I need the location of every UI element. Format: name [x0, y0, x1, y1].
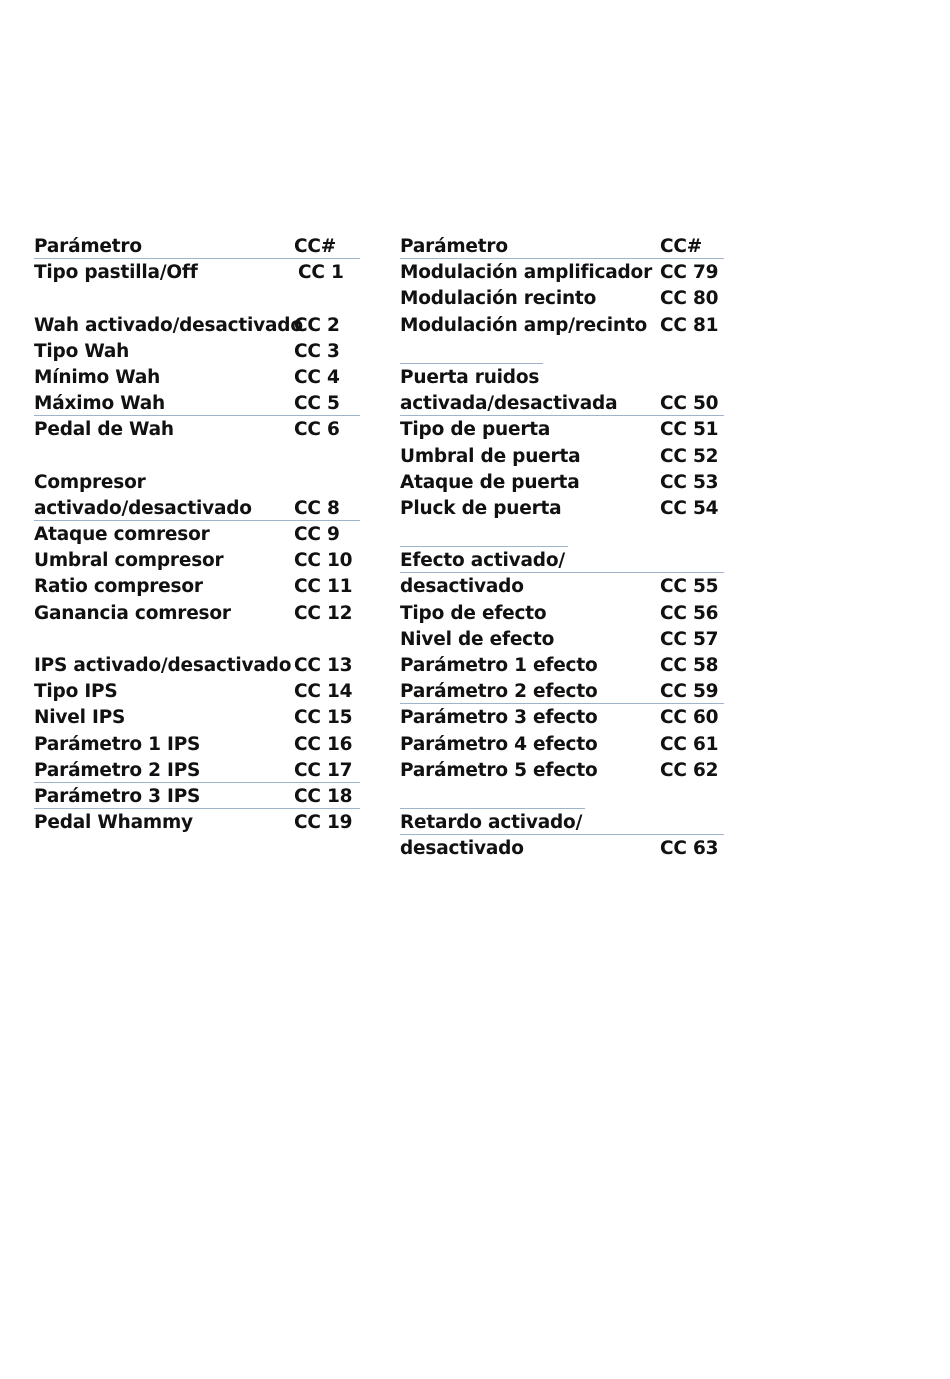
- table-row: [400, 653, 730, 679]
- parameter-name: Umbral compresor: [34, 550, 224, 572]
- parameter-name: Parámetro 4 efecto: [400, 733, 598, 755]
- cc-number: CC 15: [294, 707, 353, 729]
- cc-number: CC 2: [294, 314, 340, 336]
- table-row: [34, 313, 364, 339]
- parameter-name: IPS activado/desactivado: [34, 655, 292, 676]
- cc-number: CC 63: [660, 838, 719, 860]
- cc-number: CC 59: [660, 681, 719, 703]
- table-row: [400, 548, 730, 574]
- cc-number: CC 14: [294, 681, 353, 703]
- cc-number: CC 79: [660, 262, 719, 284]
- cc-number: CC 62: [660, 759, 719, 781]
- parameter-name: Pluck de puerta: [400, 497, 562, 519]
- parameter-name: desactivado: [400, 576, 524, 598]
- table-row: [34, 365, 364, 391]
- parameter-name: Tipo de efecto: [400, 602, 547, 624]
- table-row: [34, 470, 364, 496]
- parameter-name: Puerta ruidos: [400, 366, 540, 388]
- parameter-name: Pedal de Wah: [34, 419, 174, 441]
- table-row: [400, 836, 730, 862]
- table-row: [34, 574, 364, 600]
- cc-number: CC 58: [660, 655, 719, 676]
- table-row: [34, 601, 364, 627]
- parameter-name: Ganancia comresor: [34, 602, 231, 624]
- table-row: [34, 260, 364, 286]
- table-row: [34, 758, 364, 784]
- parameter-name: activada/desactivada: [400, 393, 618, 415]
- table-row: [400, 470, 730, 496]
- parameter-name: Compresor: [34, 471, 146, 493]
- cc-number: CC 56: [660, 602, 719, 624]
- spacer-row: [400, 784, 730, 810]
- parameter-name: Parámetro 1 IPS: [34, 733, 201, 755]
- header-parameter: Parámetro: [400, 236, 508, 257]
- table-row: [400, 444, 730, 470]
- table-header: [400, 234, 730, 260]
- parameter-name: Nivel de efecto: [400, 628, 555, 650]
- cc-number: CC 80: [660, 288, 719, 310]
- table-row: [400, 574, 730, 600]
- parameter-name: Ratio compresor: [34, 576, 203, 598]
- table-row: [400, 260, 730, 286]
- header-cc: CC#: [294, 236, 337, 257]
- table-row: [400, 391, 730, 417]
- parameter-name: Máximo Wah: [34, 393, 165, 415]
- parameter-name: Efecto activado/: [400, 550, 565, 572]
- cc-number: CC 8: [294, 497, 340, 519]
- cc-number: CC 57: [660, 628, 719, 650]
- table-row: [400, 313, 730, 339]
- parameter-name: Tipo de puerta: [400, 419, 551, 441]
- spacer-row: [400, 339, 730, 365]
- table-row: [400, 758, 730, 784]
- spacer-row: [34, 627, 364, 653]
- table-row: [34, 496, 364, 522]
- cc-number: CC 3: [294, 340, 340, 362]
- table-row: [400, 417, 730, 443]
- parameter-name: Umbral de puerta: [400, 445, 581, 467]
- spacer-row: [34, 444, 364, 470]
- cc-number: CC 50: [660, 393, 719, 415]
- cc-number: CC 54: [660, 497, 719, 519]
- parameter-name: Parámetro 1 efecto: [400, 655, 598, 676]
- cc-number: CC 52: [660, 445, 719, 467]
- parameter-name: Mínimo Wah: [34, 366, 161, 388]
- cc-number: CC 60: [660, 707, 719, 729]
- cc-number: CC 12: [294, 602, 353, 624]
- parameter-name: Modulación amplificador: [400, 262, 652, 284]
- table-header: [34, 234, 364, 260]
- table-row: [400, 810, 730, 836]
- table-row: [34, 705, 364, 731]
- spacer-row: [34, 286, 364, 312]
- cc-number: CC 19: [294, 812, 353, 834]
- table-row: [34, 653, 364, 679]
- parameter-name: Modulación amp/recinto: [400, 314, 648, 336]
- parameter-name: Retardo activado/: [400, 812, 583, 834]
- table-row: [400, 496, 730, 522]
- table-row: [34, 391, 364, 417]
- cc-number: CC 18: [294, 785, 353, 807]
- table-row: [400, 286, 730, 312]
- parameter-name: Tipo pastilla/Off: [34, 262, 198, 284]
- header-parameter: Parámetro: [34, 236, 142, 257]
- table-row: [400, 365, 730, 391]
- cc-number: CC 55: [660, 576, 719, 598]
- table-row: [34, 522, 364, 548]
- cc-number: CC 1: [298, 262, 344, 284]
- cc-number: CC 4: [294, 366, 340, 388]
- parameter-name: Ataque de puerta: [400, 471, 580, 493]
- table-row: [34, 810, 364, 836]
- table-row: [34, 679, 364, 705]
- parameter-name: Ataque comresor: [34, 524, 210, 546]
- right-cc-table: [400, 234, 730, 863]
- spacer-row: [400, 522, 730, 548]
- parameter-name: Parámetro 3 efecto: [400, 707, 598, 729]
- cc-number: CC 53: [660, 471, 719, 493]
- table-row: [400, 679, 730, 705]
- parameter-name: Parámetro 2 efecto: [400, 681, 598, 703]
- cc-number: CC 5: [294, 393, 340, 415]
- parameter-name: Tipo Wah: [34, 340, 130, 362]
- cc-number: CC 81: [660, 314, 719, 336]
- table-row: [400, 601, 730, 627]
- table-row: [34, 548, 364, 574]
- table-row: [34, 732, 364, 758]
- table-row: [34, 417, 364, 443]
- left-cc-table: [34, 234, 364, 836]
- cc-number: CC 11: [294, 576, 353, 598]
- parameter-name: Wah activado/desactivado: [34, 314, 303, 336]
- parameter-name: Pedal Whammy: [34, 812, 193, 834]
- cc-number: CC 9: [294, 524, 340, 546]
- table-row: [400, 705, 730, 731]
- parameter-name: Tipo IPS: [34, 681, 118, 703]
- cc-number: CC 10: [294, 550, 353, 572]
- cc-number: CC 51: [660, 419, 719, 441]
- parameter-name: Nivel IPS: [34, 707, 126, 729]
- table-row: [400, 732, 730, 758]
- parameter-name: activado/desactivado: [34, 497, 252, 519]
- cc-number: CC 13: [294, 655, 353, 676]
- table-row: [34, 784, 364, 810]
- table-row: [34, 339, 364, 365]
- parameter-name: Parámetro 3 IPS: [34, 785, 201, 807]
- cc-number: CC 61: [660, 733, 719, 755]
- parameter-name: Parámetro 5 efecto: [400, 759, 598, 781]
- parameter-name: desactivado: [400, 838, 524, 860]
- parameter-name: Parámetro 2 IPS: [34, 759, 201, 781]
- header-cc: CC#: [660, 236, 703, 257]
- parameter-name: Modulación recinto: [400, 288, 597, 310]
- table-row: [400, 627, 730, 653]
- cc-number: CC 6: [294, 419, 340, 441]
- cc-number: CC 16: [294, 733, 353, 755]
- cc-number: CC 17: [294, 759, 353, 781]
